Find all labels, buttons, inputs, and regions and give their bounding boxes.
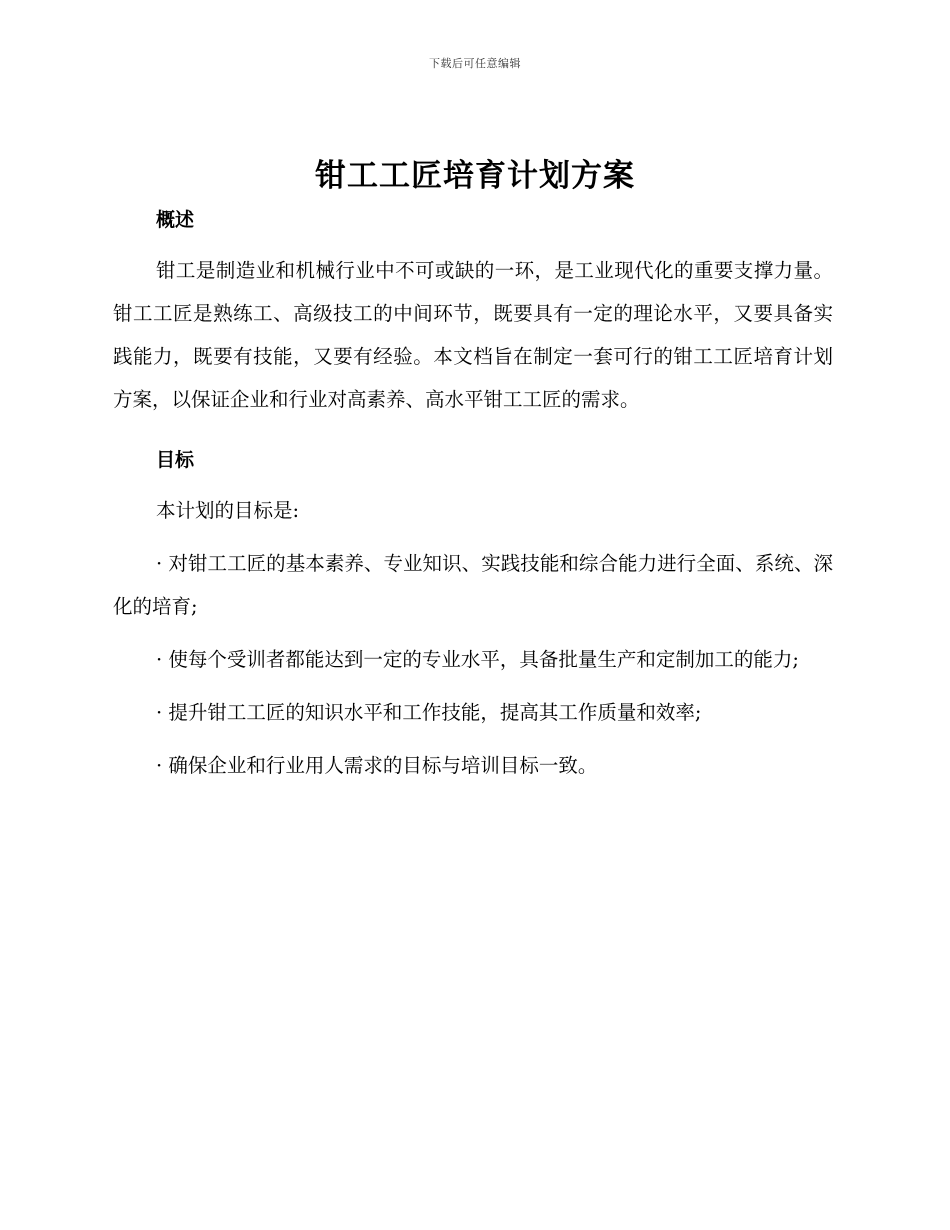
goal-item: · 使每个受训者都能达到一定的专业水平，具备批量生产和定制加工的能力; [156, 648, 799, 671]
section-heading-overview: 概述 [156, 209, 195, 231]
document-title: 钳工工匠培育计划方案 [315, 158, 635, 194]
goal-item: · 对钳工工匠的基本素养、专业知识、实践技能和综合能力进行全面、系统、深化的培育; [113, 552, 833, 618]
goal-item: · 提升钳工工匠的知识水平和工作技能，提高其工作质量和效率; [156, 701, 702, 724]
goals-intro: 本计划的目标是: [156, 499, 300, 522]
header-note: 下载后可任意编辑 [429, 57, 521, 70]
section-heading-goals: 目标 [156, 449, 195, 471]
document-body [113, 203, 833, 787]
goal-item: · 确保企业和行业用人需求的目标与培训目标一致。 [156, 754, 598, 777]
overview-paragraph: 钳工是制造业和机械行业中不可或缺的一环，是工业现代化的重要支撑力量。钳工工匠是熟练工、高级技工的中间环节，既要具有一定的理论水平，又要具备实践能力，既要有技能，又要有经验。本文档旨在制定一套可行的钳工工匠培育计划方案，以保证企业和行业对高素养、高水平钳工工匠的需求。 [113, 259, 833, 411]
